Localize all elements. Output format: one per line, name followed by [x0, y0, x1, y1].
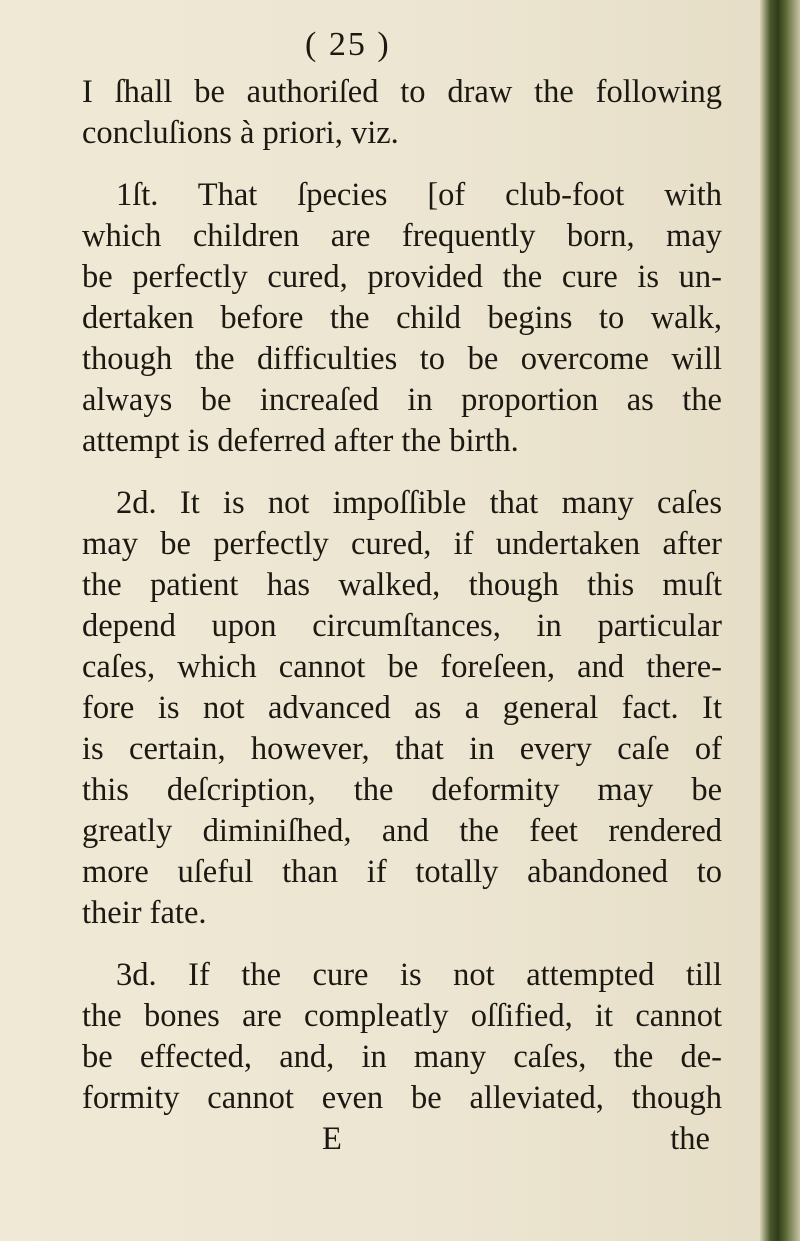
text-line: the bones are compleatly oſſified, it cannot: [82, 998, 722, 1034]
text-line: their fate.: [82, 895, 207, 931]
text-line: this deſcription, the deformity may be: [82, 772, 722, 808]
signature-mark: E: [322, 1121, 342, 1157]
text-line: the patient has walked, though this muſt: [82, 567, 722, 603]
text-line: always be increaſed in proportion as the: [82, 382, 722, 418]
text-line: caſes, which cannot be foreſeen, and there-: [82, 649, 722, 685]
text-line: which children are frequently born, may: [82, 218, 722, 254]
book-binding-edge: [760, 0, 800, 1241]
text-line: be perfectly cured, provided the cure is un-: [82, 259, 722, 295]
page-text: [82, 72, 722, 1160]
text-line: dertaken before the child begins to walk,: [82, 300, 722, 336]
text-line: be effected, and, in many caſes, the de-: [82, 1039, 722, 1075]
text-line: 2d. It is not impoſſible that many caſes: [116, 485, 722, 521]
text-line: concluſions à priori, viz.: [82, 115, 399, 151]
text-line: though the difficulties to be overcome will: [82, 341, 722, 377]
text-line: 1ſt. That ſpecies [of club-foot with: [116, 177, 722, 213]
text-line: attempt is deferred after the birth.: [82, 423, 519, 459]
text-line: formity cannot even be alleviated, though: [82, 1080, 722, 1116]
text-line: more uſeful than if totally abandoned to: [82, 854, 722, 890]
text-line: greatly diminiſhed, and the feet rendered: [82, 813, 722, 849]
text-line: 3d. If the cure is not attempted till: [116, 957, 722, 993]
text-line: I ſhall be authoriſed to draw the following: [82, 74, 722, 110]
catchword: the: [670, 1121, 710, 1157]
paragraph-third: [82, 955, 722, 1119]
page-footer: [82, 1119, 722, 1160]
page-number: ( 25 ): [305, 26, 391, 63]
text-line: fore is not advanced as a general fact. It: [82, 690, 722, 726]
intro-paragraph: [82, 72, 722, 154]
text-line: is certain, however, that in every caſe of: [82, 731, 722, 767]
paragraph-second: [82, 483, 722, 934]
text-line: depend upon circumſtances, in particular: [82, 608, 722, 644]
text-line: may be perfectly cured, if undertaken after: [82, 526, 722, 562]
paragraph-first: [82, 175, 722, 462]
